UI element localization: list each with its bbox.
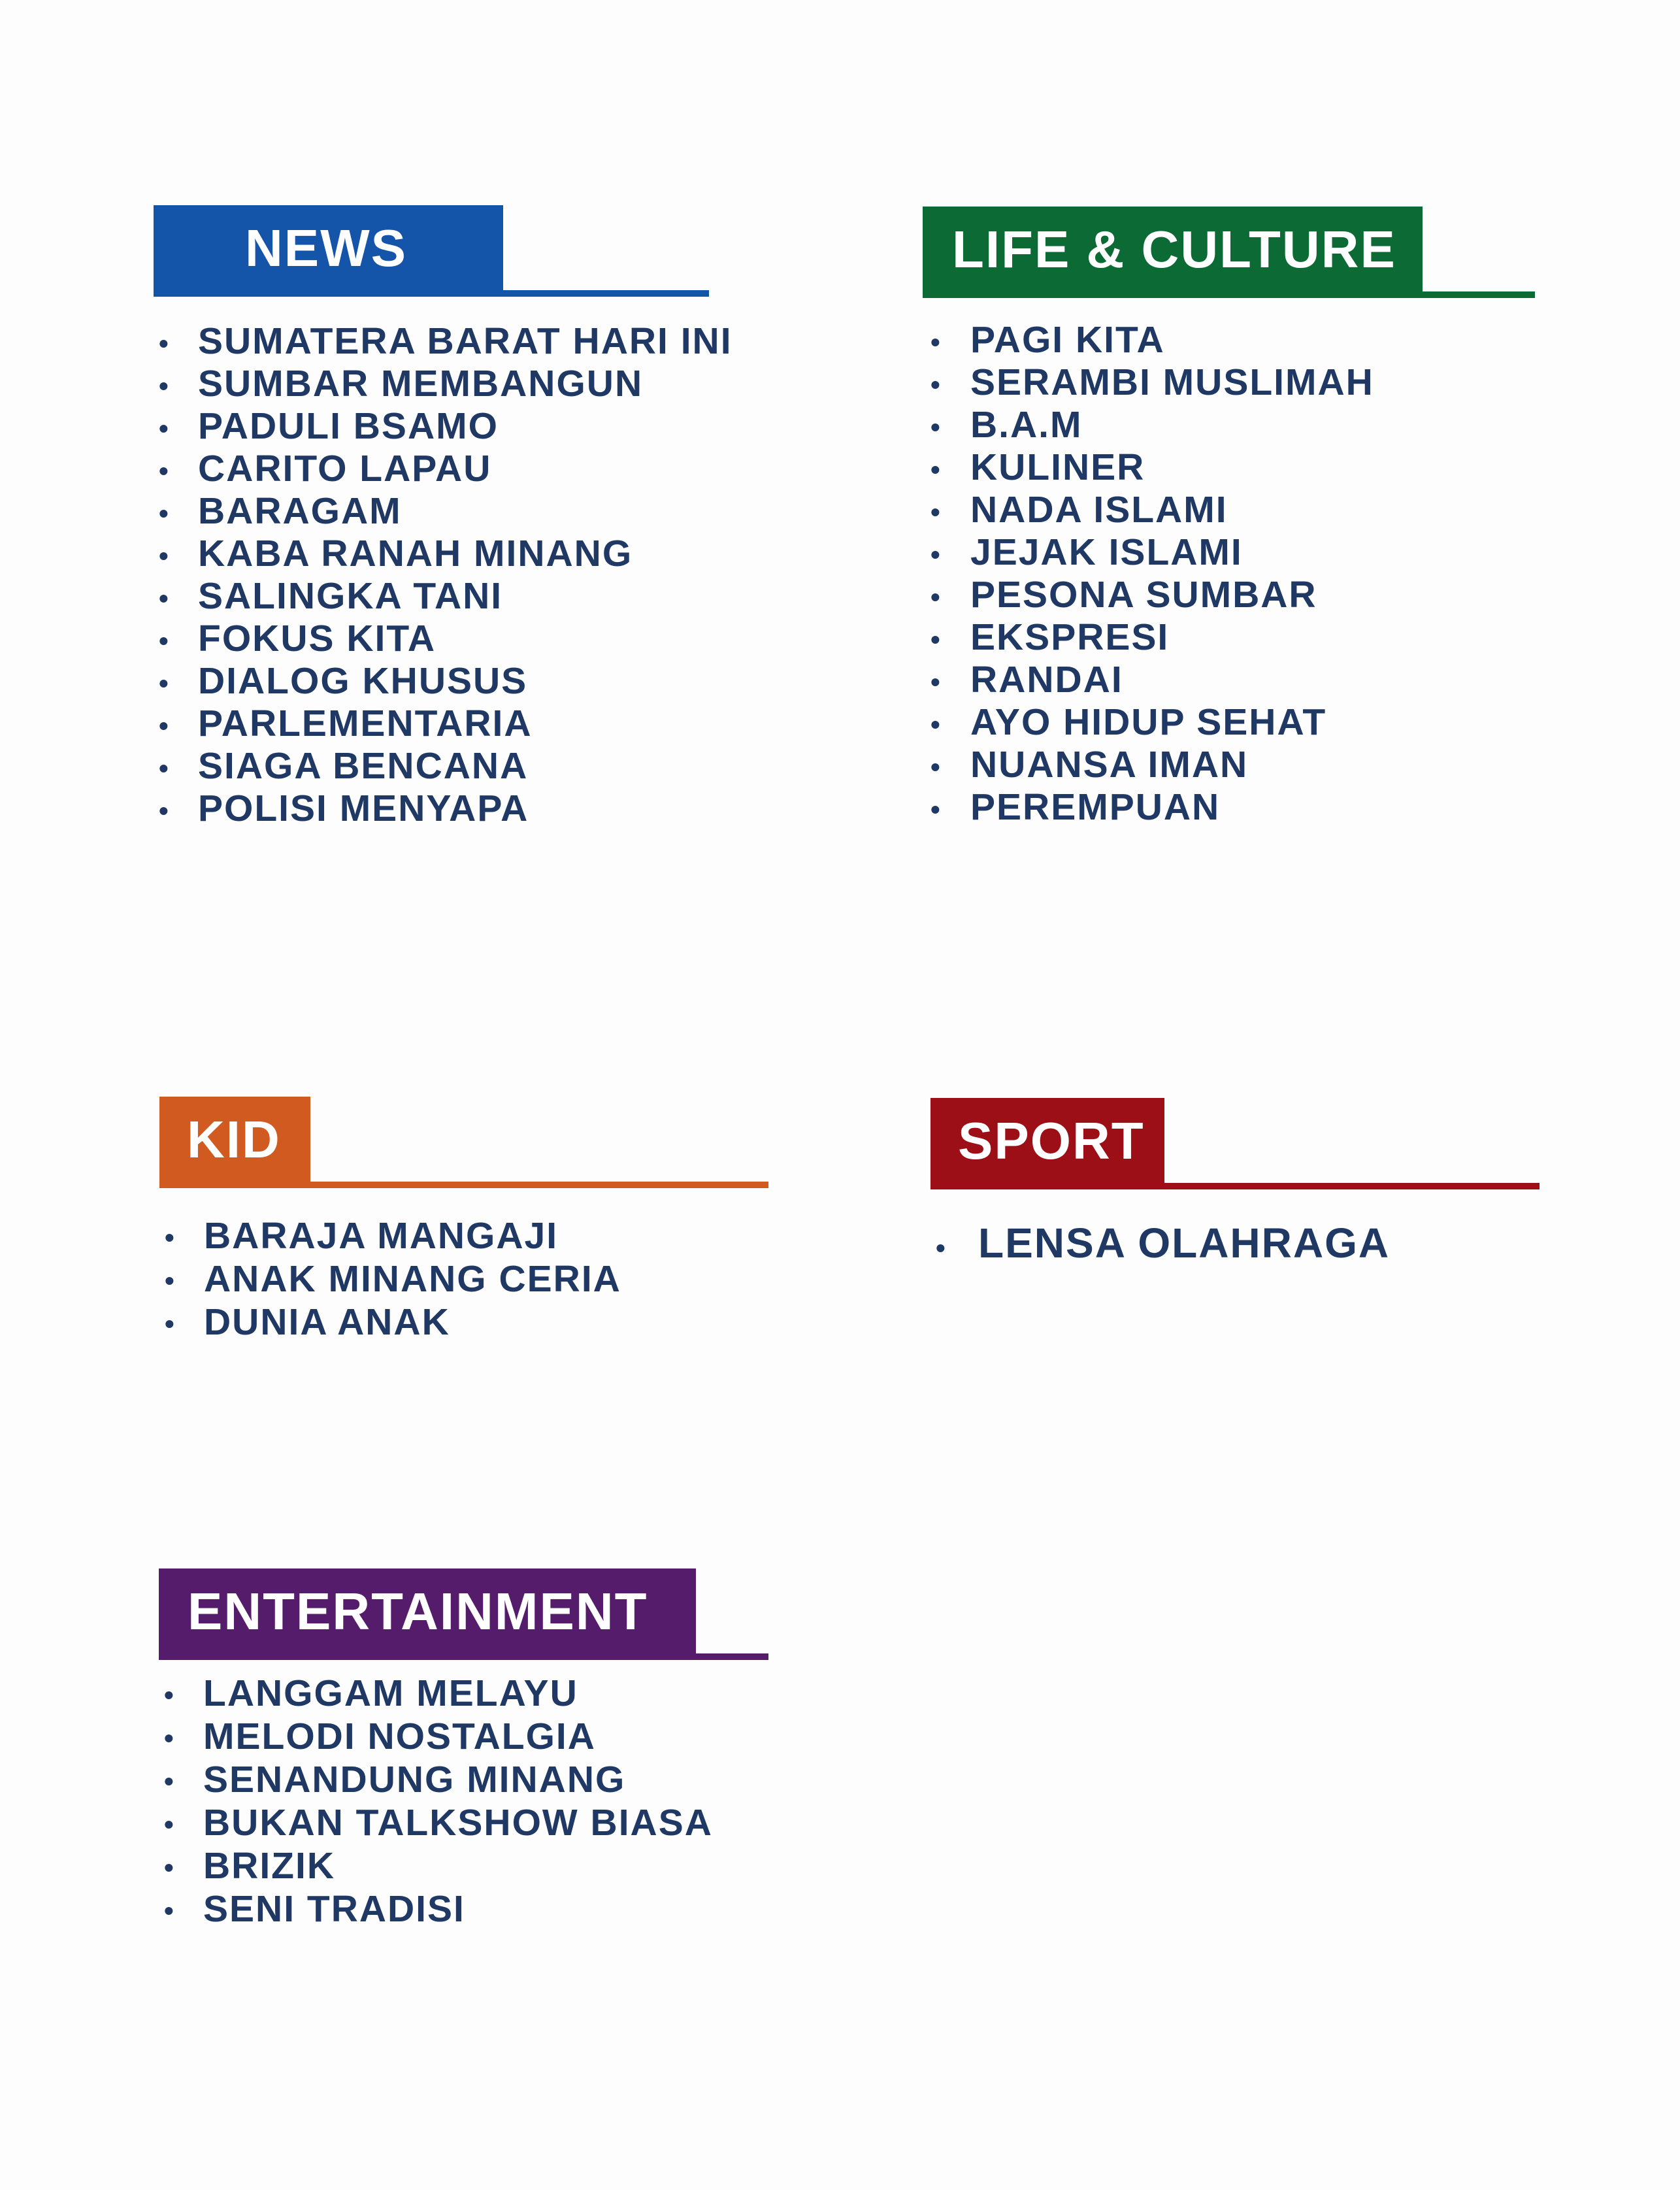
list-item — [923, 446, 1535, 489]
program-name: B.A.M — [970, 404, 1083, 446]
program-name: DUNIA ANAK — [204, 1301, 450, 1343]
bullet-icon: • — [931, 369, 942, 400]
bullet-icon: • — [931, 454, 942, 485]
program-name: CARITO LAPAU — [198, 448, 492, 489]
bullet-icon: • — [931, 794, 942, 825]
section-title: NEWS — [154, 205, 503, 291]
list-item — [154, 745, 709, 788]
list-item — [923, 701, 1535, 744]
program-name: PARLEMENTARIA — [198, 703, 533, 744]
bullet-icon: • — [159, 710, 170, 741]
list-item — [154, 575, 709, 618]
bullet-icon: • — [931, 412, 942, 442]
list-item — [159, 1257, 768, 1301]
list-item — [931, 1217, 1540, 1269]
list-item — [159, 1801, 768, 1844]
list-item — [159, 1715, 768, 1758]
bullet-icon: • — [931, 709, 942, 740]
program-list — [154, 320, 733, 830]
list-item — [154, 320, 733, 363]
bullet-icon: • — [159, 795, 170, 826]
list-item — [154, 448, 709, 490]
list-item — [159, 1214, 768, 1257]
list-item — [154, 533, 709, 575]
list-item — [159, 1672, 768, 1715]
bullet-icon: • — [164, 1766, 175, 1797]
section-life-culture — [923, 207, 1535, 829]
bullet-icon: • — [159, 371, 170, 401]
program-name: FOKUS KITA — [198, 618, 436, 659]
program-name: PESONA SUMBAR — [970, 574, 1317, 616]
section-sport — [931, 1098, 1540, 1269]
list-item — [923, 659, 1535, 701]
program-name: SERAMBI MUSLIMAH — [970, 361, 1374, 403]
section-header — [154, 205, 709, 297]
program-name: ANAK MINANG CERIA — [204, 1258, 621, 1300]
program-name: NUANSA IMAN — [970, 744, 1249, 786]
program-name: SIAGA BENCANA — [198, 745, 529, 787]
program-name: DIALOG KHUSUS — [198, 660, 528, 702]
program-name: SUMATERA BARAT HARI INI — [198, 320, 733, 362]
bullet-icon: • — [164, 1852, 175, 1883]
bullet-icon: • — [159, 328, 170, 359]
bullet-icon: • — [159, 753, 170, 784]
section-title: LIFE & CULTURE — [923, 207, 1423, 293]
list-item — [923, 489, 1535, 531]
list-item — [154, 618, 709, 660]
section-underline — [154, 290, 709, 297]
section-news — [154, 205, 733, 830]
section-header — [159, 1097, 768, 1188]
bullet-icon: • — [936, 1233, 947, 1263]
list-item — [159, 1301, 768, 1344]
list-item — [923, 319, 1535, 361]
bullet-icon: • — [159, 413, 170, 444]
list-item — [923, 361, 1535, 404]
bullet-icon: • — [159, 583, 170, 614]
program-name: PEREMPUAN — [970, 786, 1221, 828]
bullet-icon: • — [165, 1308, 176, 1339]
program-list — [931, 1217, 1540, 1269]
bullet-icon: • — [931, 327, 942, 357]
bullet-icon: • — [159, 456, 170, 486]
bullet-icon: • — [931, 752, 942, 782]
section-title: KID — [159, 1097, 310, 1183]
program-name: POLISI MENYAPA — [198, 788, 529, 829]
section-underline — [159, 1182, 768, 1188]
program-name: MELODI NOSTALGIA — [203, 1716, 596, 1757]
program-name: PADULI BSAMO — [198, 405, 499, 447]
program-name: BUKAN TALKSHOW BIASA — [203, 1802, 713, 1844]
list-item — [154, 703, 709, 745]
program-name: BARAJA MANGAJI — [204, 1215, 559, 1257]
bullet-icon: • — [159, 625, 170, 656]
list-item — [159, 1758, 768, 1801]
bullet-icon: • — [931, 539, 942, 570]
bullet-icon: • — [165, 1222, 176, 1253]
bullet-icon: • — [164, 1680, 175, 1710]
list-item — [159, 1887, 768, 1931]
list-item — [154, 660, 709, 703]
bullet-icon: • — [159, 540, 170, 571]
program-name: LENSA OLAHRAGA — [978, 1219, 1391, 1267]
program-name: KABA RANAH MINANG — [198, 533, 633, 574]
program-list — [159, 1672, 768, 1931]
list-item — [923, 531, 1535, 574]
program-name: LANGGAM MELAYU — [203, 1672, 578, 1714]
section-underline — [931, 1183, 1540, 1189]
section-header — [159, 1568, 768, 1660]
bullet-icon: • — [159, 498, 170, 529]
program-name: RANDAI — [970, 659, 1123, 701]
program-name: SENANDUNG MINANG — [203, 1759, 626, 1800]
section-title: ENTERTAINMENT — [159, 1568, 696, 1655]
program-list — [923, 319, 1535, 829]
bullet-icon: • — [931, 667, 942, 697]
bullet-icon: • — [931, 582, 942, 612]
bullet-icon: • — [159, 668, 170, 699]
program-name: SENI TRADISI — [203, 1888, 465, 1930]
program-name: KULINER — [970, 446, 1145, 488]
bullet-icon: • — [164, 1723, 175, 1753]
section-underline — [159, 1653, 768, 1660]
section-kid — [159, 1097, 768, 1344]
bullet-icon: • — [931, 497, 942, 527]
program-list — [159, 1214, 768, 1344]
list-item — [923, 786, 1535, 829]
list-item — [159, 1844, 768, 1887]
program-name: BRIZIK — [203, 1845, 335, 1887]
section-header — [931, 1098, 1540, 1189]
program-name: EKSPRESI — [970, 616, 1170, 658]
list-item — [154, 405, 709, 448]
section-underline — [923, 291, 1535, 298]
list-item — [923, 404, 1535, 446]
section-header — [923, 207, 1535, 298]
bullet-icon: • — [164, 1895, 175, 1926]
list-item — [154, 363, 709, 405]
program-name: SALINGKA TANI — [198, 575, 503, 617]
program-name: BARAGAM — [198, 490, 402, 532]
program-name: NADA ISLAMI — [970, 489, 1228, 531]
program-name: SUMBAR MEMBANGUN — [198, 363, 644, 405]
section-title: SPORT — [931, 1098, 1164, 1184]
program-name: AYO HIDUP SEHAT — [970, 701, 1327, 743]
bullet-icon: • — [164, 1809, 175, 1840]
list-item — [923, 744, 1535, 786]
program-name: JEJAK ISLAMI — [970, 531, 1243, 573]
section-entertainment — [159, 1568, 768, 1931]
bullet-icon: • — [165, 1265, 176, 1296]
program-name: PAGI KITA — [970, 319, 1165, 361]
list-item — [923, 616, 1535, 659]
list-item — [923, 574, 1535, 616]
list-item — [154, 490, 709, 533]
list-item — [154, 788, 709, 830]
bullet-icon: • — [931, 624, 942, 655]
